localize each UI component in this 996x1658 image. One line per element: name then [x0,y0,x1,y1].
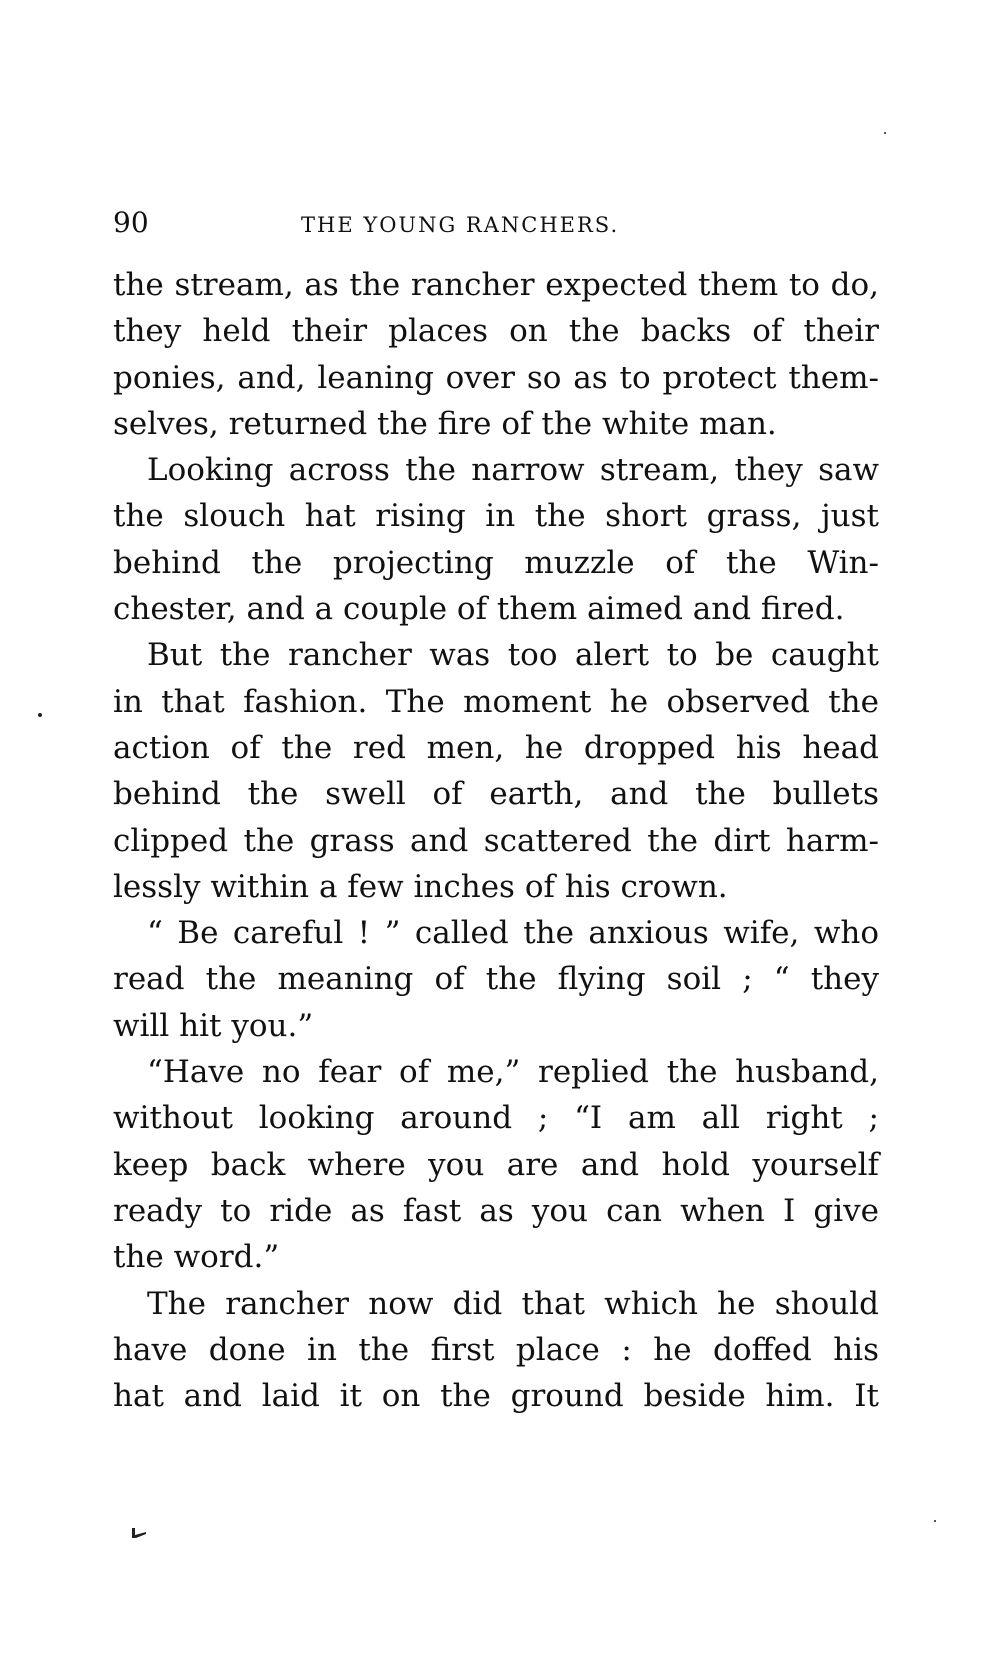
paragraph [113,910,879,1049]
text-line: selves, returned the fire of the white man. [113,405,777,442]
text-line: have done in the first place : he doffed his [113,1331,879,1368]
text-line: behind the swell of earth, and the bullets [113,776,879,813]
text-line: keep back where you are and hold yourself [113,1146,879,1183]
ink-speck [38,713,42,717]
text-line: action of the red men, he dropped his head [113,729,879,766]
text-line: the slouch hat rising in the short grass, just [113,498,879,535]
text-line: hat and laid it on the ground beside him. It [113,1378,879,1415]
text-line: will hit you.” [113,1007,314,1044]
text-line: chester, and a couple of them aimed and fired. [113,591,845,628]
text-line: The rancher now did that which he should [147,1285,879,1322]
text-line: lessly within a few inches of his crown. [113,868,728,905]
ink-speck [934,1520,936,1522]
paragraph [113,447,879,632]
paragraph [113,262,879,447]
text-line: Looking across the narrow stream, they saw [147,452,879,489]
text-line: ready to ride as fast as you can when I give [113,1192,879,1229]
text-line: But the rancher was too alert to be caught [147,637,879,674]
running-head [113,205,873,245]
printer-mark-icon [130,1526,148,1540]
body-text [113,262,879,1419]
text-line: without looking around ; “I am all right ; [113,1100,879,1137]
text-line: clipped the grass and scattered the dirt harm- [113,822,879,859]
text-line: the word.” [113,1239,280,1276]
text-line: the stream, as the rancher expected them to do, [113,267,879,303]
text-line: “Have no fear of me,” replied the husband, [147,1054,879,1091]
text-line: “ Be careful ! ” called the anxious wife, who [147,915,879,952]
running-title: THE YOUNG RANCHERS. [301,213,620,237]
text-line: read the meaning of the flying soil ; “ they [113,961,879,998]
text-line: they held their places on the backs of their [113,313,879,350]
paragraph [113,632,879,910]
paragraph [113,1281,879,1420]
text-line: in that fashion. The moment he observed the [113,683,879,720]
text-line: ponies, and, leaning over so as to protect them- [113,359,879,396]
page-number: 90 [113,206,149,239]
ink-speck [884,132,886,134]
text-line: behind the projecting muzzle of the Win- [113,544,879,581]
paragraph [113,1049,879,1280]
